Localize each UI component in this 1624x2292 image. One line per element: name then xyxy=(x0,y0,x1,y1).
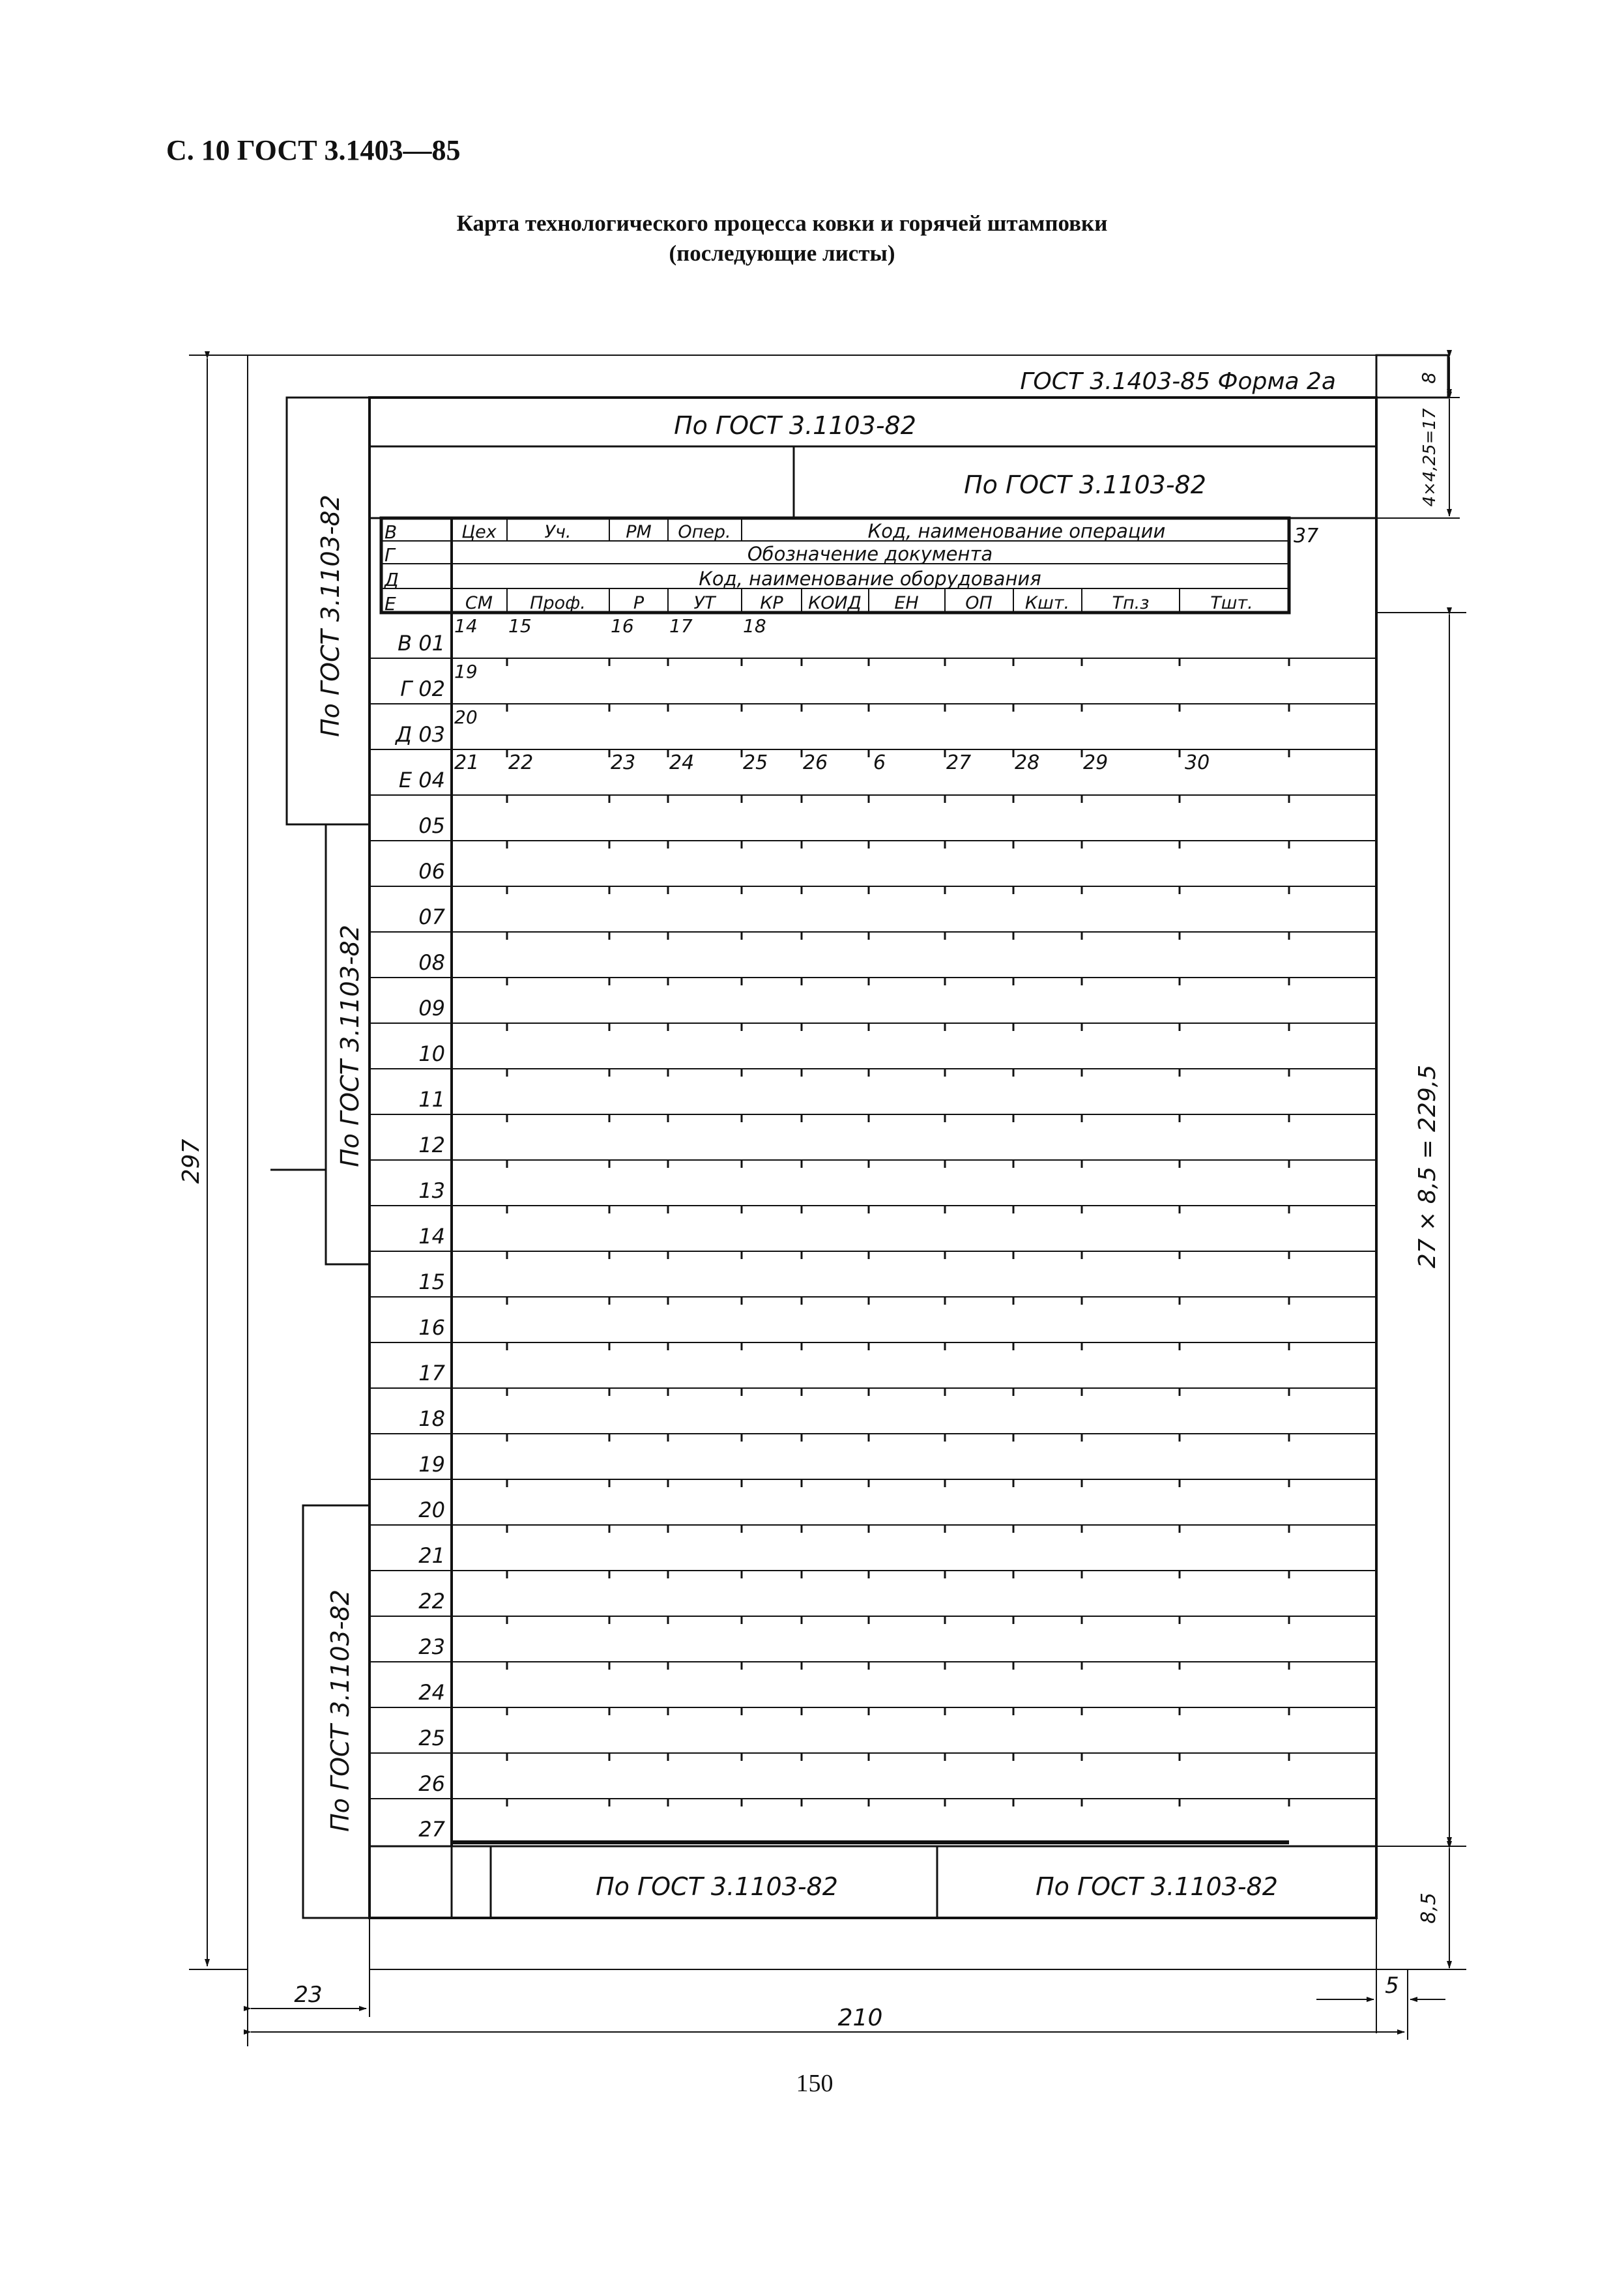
field-prof: Проф. xyxy=(530,593,586,613)
field-tsht: Тшт. xyxy=(1210,593,1253,613)
ref-bottom-left: По ГОСТ 3.1103-82 xyxy=(596,1872,838,1901)
row-number: 22 xyxy=(418,1589,445,1614)
field-tsekh: Цех xyxy=(461,522,497,542)
row-number: 17 xyxy=(418,1361,445,1385)
field-rm: РМ xyxy=(626,522,652,542)
row-number: Г 02 xyxy=(400,676,445,701)
service-code-d: Д xyxy=(384,569,399,590)
dim-header: 4×4,25=17 xyxy=(1420,408,1440,507)
dim-rows: 27 × 8,5 = 229,5 xyxy=(1414,1064,1441,1269)
ref-side-1: По ГОСТ 3.1103-82 xyxy=(316,495,345,737)
column-number: 29 xyxy=(1083,751,1109,774)
field-koid: КОИД xyxy=(808,593,862,613)
row-number: В 01 xyxy=(398,631,445,656)
column-number: 18 xyxy=(743,615,766,637)
row-number-column xyxy=(394,631,446,1842)
column-number: 25 xyxy=(743,751,768,774)
column-number: 28 xyxy=(1015,751,1040,774)
row-number: 23 xyxy=(418,1634,445,1659)
form-stamp: ГОСТ 3.1403-85 Форма 2а xyxy=(1020,368,1336,395)
field-document: Обозначение документа xyxy=(747,543,993,565)
ref-top: По ГОСТ 3.1103-82 xyxy=(674,411,916,440)
field-ksht: Кшт. xyxy=(1024,593,1070,613)
column-number: 23 xyxy=(611,751,636,774)
row-number: Д 03 xyxy=(396,722,445,747)
field-ut: УТ xyxy=(693,593,716,613)
row-number: 27 xyxy=(418,1817,445,1842)
page-header: С. 10 ГОСТ 3.1403—85 xyxy=(166,134,461,166)
row-number: 20 xyxy=(418,1498,445,1522)
ref-bottom-right: По ГОСТ 3.1103-82 xyxy=(1036,1872,1278,1901)
form-title-line1: Карта технологического процесса ковки и горячей штамповки xyxy=(456,210,1108,236)
dim-right-margin: 5 xyxy=(1385,1973,1399,1999)
field-oper: Опер. xyxy=(678,522,731,542)
row-number: 07 xyxy=(418,905,445,929)
row-number: 09 xyxy=(418,996,445,1021)
form-rows xyxy=(370,613,1376,1846)
dim-bottom: 8,5 xyxy=(1417,1893,1440,1924)
service-code-e: Е xyxy=(384,593,396,615)
column-number: 24 xyxy=(669,751,695,774)
column-number: 17 xyxy=(669,615,693,637)
ref-side-2: По ГОСТ 3.1103-82 xyxy=(336,925,364,1167)
column-number: 6 xyxy=(873,751,886,774)
column-number: 19 xyxy=(454,661,478,682)
field-en: ЕН xyxy=(894,593,919,613)
row-number: 25 xyxy=(418,1726,445,1750)
field-uch: Уч. xyxy=(544,522,572,542)
field-r: Р xyxy=(633,593,645,613)
field-operation: Код, наименование операции xyxy=(867,520,1166,542)
row-number: 05 xyxy=(418,813,445,838)
row-number: Е 04 xyxy=(398,768,445,792)
row-number: 16 xyxy=(418,1315,445,1340)
column-number: 20 xyxy=(454,706,478,728)
row-number: 15 xyxy=(418,1269,445,1294)
field-equipment: Код, наименование оборудования xyxy=(699,568,1041,590)
ref-side-3: По ГОСТ 3.1103-82 xyxy=(326,1589,355,1832)
column-number: 16 xyxy=(611,615,634,637)
row-number: 13 xyxy=(418,1178,445,1203)
dim-top: 8 xyxy=(1418,372,1440,384)
dim-total-height: 297 xyxy=(178,1139,205,1184)
field-op: ОП xyxy=(965,593,993,613)
row-number: 10 xyxy=(418,1041,445,1066)
column-number: 14 xyxy=(454,615,478,637)
page-number: 150 xyxy=(796,2070,834,2097)
field-kr: КР xyxy=(760,593,783,613)
row-number: 24 xyxy=(418,1680,445,1705)
column-number: 22 xyxy=(508,751,534,774)
service-code-v: В xyxy=(384,521,398,543)
field-tpz: Тп.з xyxy=(1112,593,1150,613)
column-number: 15 xyxy=(508,615,532,637)
row-number: 08 xyxy=(418,950,445,975)
row-number: 26 xyxy=(418,1771,445,1796)
field-sm: СМ xyxy=(465,593,493,613)
row-number: 21 xyxy=(418,1543,445,1568)
column-number: 27 xyxy=(946,751,972,774)
service-code-g: Г xyxy=(384,544,395,566)
form-title-line2: (последующие листы) xyxy=(669,240,895,266)
header-number-37: 37 xyxy=(1294,525,1319,547)
column-number: 21 xyxy=(454,751,480,774)
row-number: 19 xyxy=(418,1452,445,1477)
row-number: 06 xyxy=(418,859,445,884)
column-number: 30 xyxy=(1185,751,1210,774)
row-number: 11 xyxy=(418,1087,445,1112)
dim-total-width: 210 xyxy=(837,2005,883,2031)
dim-left-margin: 23 xyxy=(294,1982,323,2008)
ref-upper-right: По ГОСТ 3.1103-82 xyxy=(964,471,1206,499)
row-number: 12 xyxy=(418,1133,445,1157)
row-number: 18 xyxy=(418,1406,445,1431)
column-number: 26 xyxy=(803,751,828,774)
row-number: 14 xyxy=(418,1224,445,1249)
